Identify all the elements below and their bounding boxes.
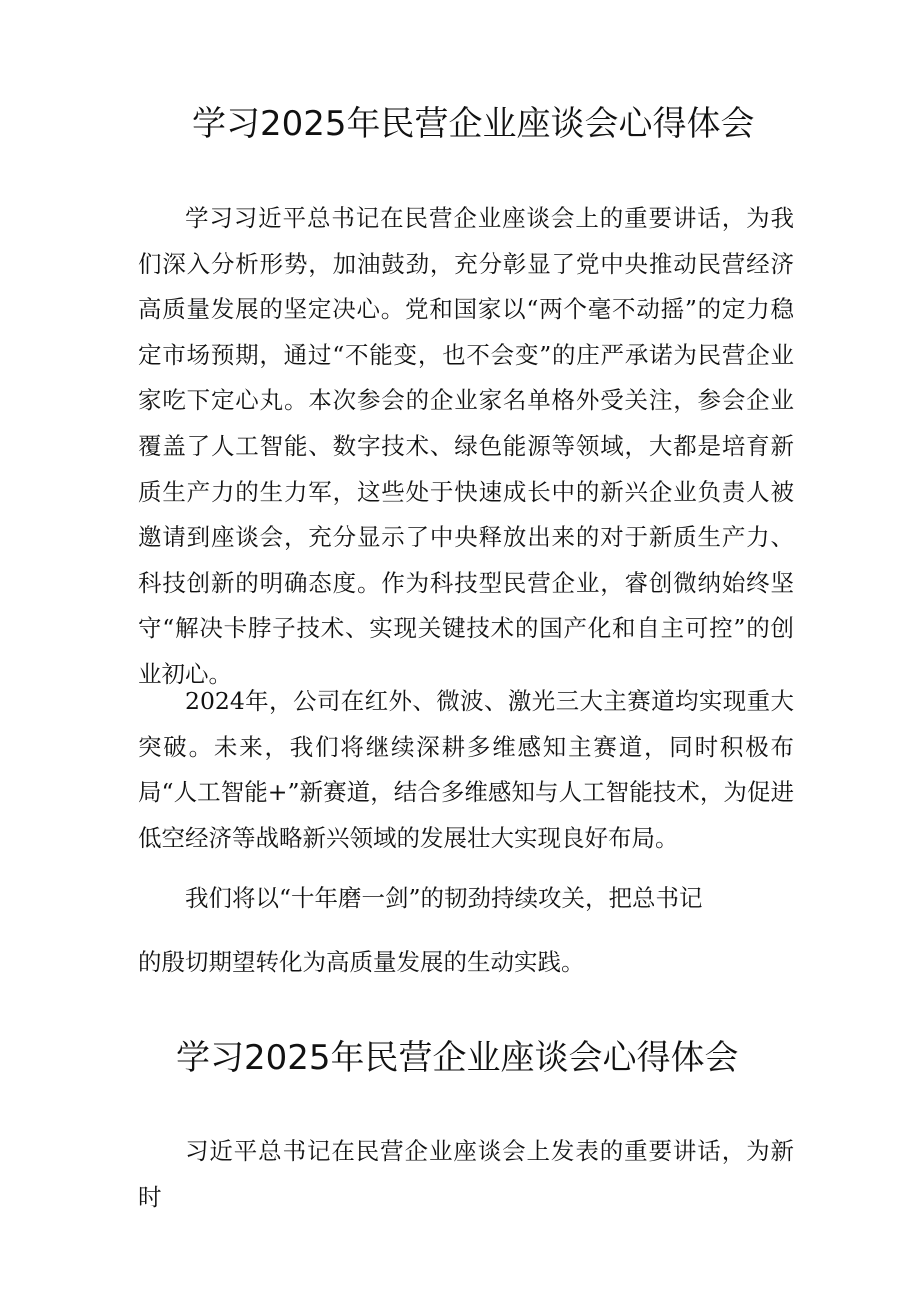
paragraph-2: 2024年，公司在红外、微波、激光三大主赛道均实现重大突破。未来，我们将继续深耕多维感知主赛道，同时积极布局“人工智能+”新赛道，结合多维感知与人工智能技术，为促进低空经济等战略新兴领域的发展壮大实现良好布局。 (138, 687, 794, 852)
paragraph-1: 学习习近平总书记在民营企业座谈会上的重要讲话，为我们深入分析形势，加油鼓劲，充分彰显了党中央推动民营经济高质量发展的坚定决心。党和国家以“两个毫不动摇”的定力稳定市场预期，通过“不能变，也不会变”的庄严承诺为民营企业家吃下定心丸。本次参会的企业家名单格外受关注，参会企业覆盖了人工智能、数字技术、绿色能源等领域，大都是培育新质生产力的生力军，这些处于快速成长中的新兴企业负责人被邀请到座谈会，充分显示了中央释放出来的对于新质生产力、科技创新的明确态度。作为科技型民营企业，睿创微纳始终坚守“解决卡脖子技术、实现关键技术的国产化和自主可控”的创业初心。 (138, 204, 794, 688)
document-title-2: 学习2025年民营企业座谈会心得体会 (176, 1038, 739, 1078)
document-title-1: 学习2025年民营企业座谈会心得体会 (192, 104, 755, 144)
paragraph-4: 习近平总书记在民营企业座谈会上发表的重要讲话，为新时 (138, 1137, 794, 1211)
paragraph-3-line-2: 的殷切期望转化为高质量发展的生动实践。 (138, 948, 585, 976)
paragraph-3-line-1: 我们将以“十年磨一剑”的韧劲持续攻关，把总书记 (185, 884, 703, 912)
